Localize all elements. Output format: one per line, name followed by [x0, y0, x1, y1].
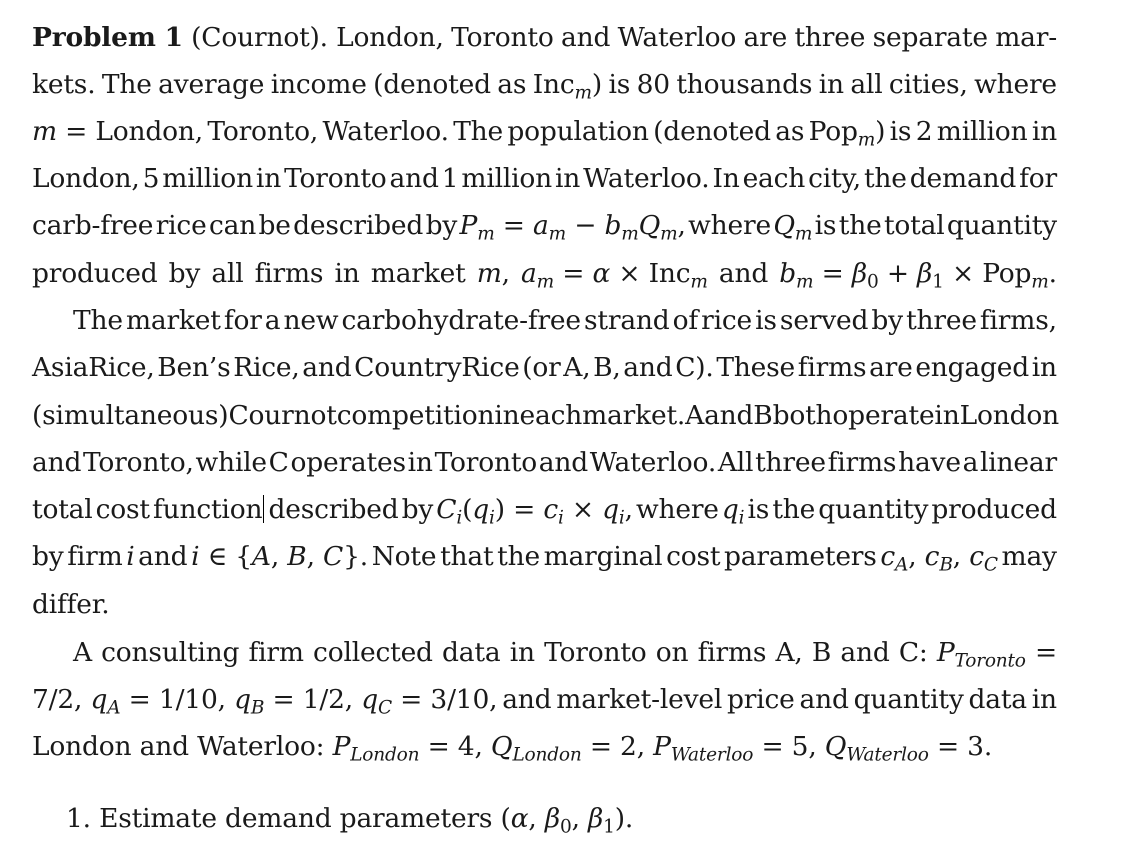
text-line-1: Problem 1 (Cournot). London, Toronto and Waterloo are three separate mar- [32, 22, 1057, 53]
text-cursor [263, 495, 264, 523]
text-line-10: and Toronto, while C operates in Toronto and Waterloo. All three firms have a linear [32, 447, 1057, 478]
text-line-6: produced by all firms in market m, $a_m = \alpha \times Inc_m$ and $b_m = \beta_0 + \beta_1 \times Pop_m$. [32, 258, 1057, 293]
text-line-11: total cost function described by $C_i(q_i) = c_i \times q_i$, where $q_i$ is the quantity produced [32, 494, 1057, 529]
text-line-9: (simultaneous) Cournot competition in each market. A and B both operate in London [32, 400, 1059, 431]
text-line-13: differ. [32, 589, 110, 620]
problem-title: (Cournot). [191, 22, 328, 53]
text-line-14: A consulting firm collected data in Toronto on firms A, B and C: $P_{Toronto}$ = [73, 637, 1057, 672]
text-line-12: by firm i and i ∈ {A, B, C}. Note that the marginal cost parameters $c_A$, $c_B$, $c_C$ may [32, 541, 1057, 576]
text-line-3: m = London, Toronto, Waterloo. The population (denoted as Pop$_m$) is 2 million in [32, 116, 1057, 151]
text-line-7: The market for a new carbohydrate-free strand of rice is served by three firms, [73, 305, 1057, 336]
text-line-8: AsiaRice, Ben’s Rice, and CountryRice (or A, B, and C). These firms are engaged in [32, 352, 1057, 383]
text-line-4: London, 5 million in Toronto and 1 million in Waterloo. In each city, the demand for [32, 163, 1057, 194]
question-1: 1. Estimate demand parameters (α, $\beta_0$, $\beta_1$). [66, 803, 634, 838]
text-line-2: kets. The average income (denoted as Inc$_m$) is 80 thousands in all cities, where [32, 69, 1057, 104]
problem-heading: Problem 1 [32, 22, 183, 53]
text-line-5: carb-free rice can be described by $P_m = a_m - b_mQ_m$, where $Q_m$ is the total quantity [32, 210, 1057, 245]
text-line-16: London and Waterloo: $P_{London} = 4$, $Q_{London} = 2$, $P_{Waterloo} = 5$, $Q_{Waterloo} = 3$. [32, 731, 993, 766]
text-line-15: 7/2, $q_A = 1/10$, $q_B = 1/2$, $q_C = 3/10$, and market-level price and quantity data in [32, 684, 1057, 719]
